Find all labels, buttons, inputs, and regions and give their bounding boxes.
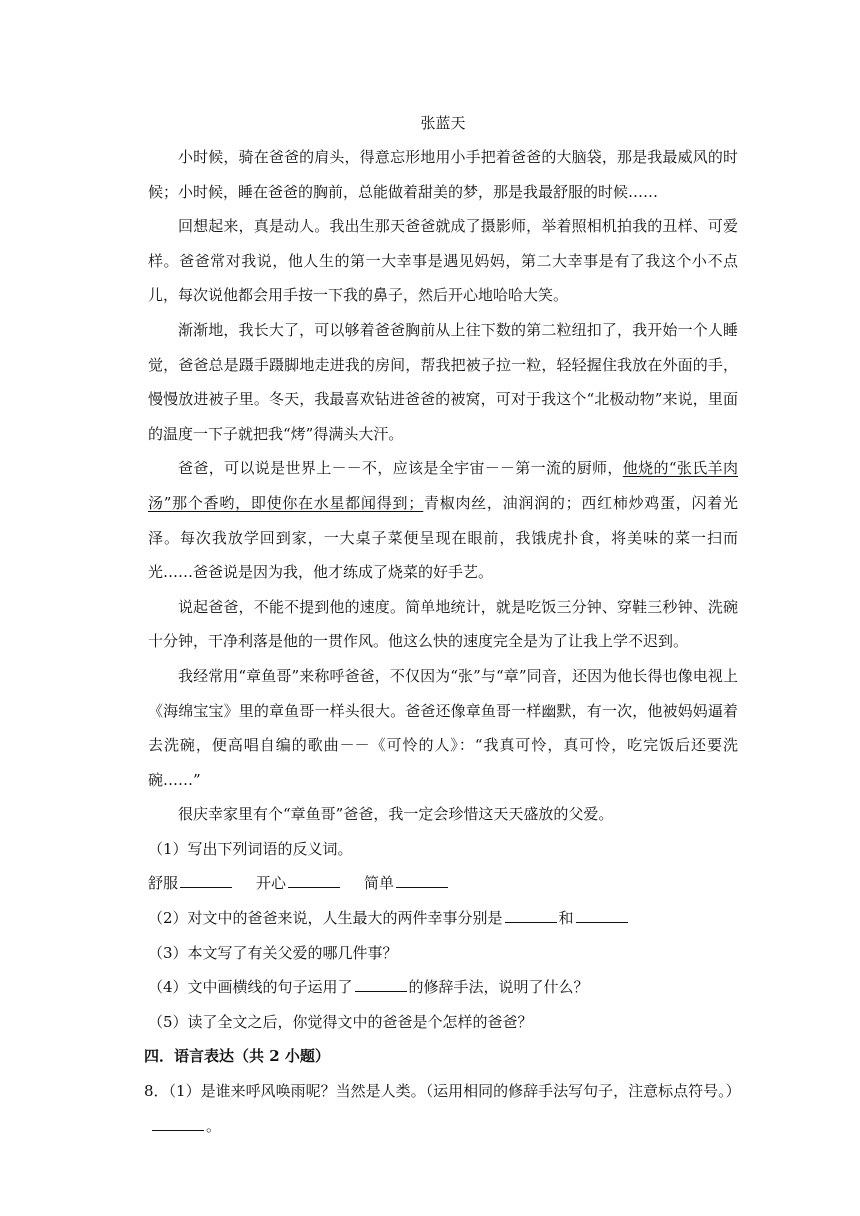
question-8-answer-line [148, 1109, 738, 1144]
article-paragraph-6: 我经常用“章鱼哥”来称呼爸爸，不仅因为“张”与“章”同音，还因为他长得也像电视上《海绵宝宝》里的章鱼哥一样头很大。爸爸还像章鱼哥一样幽默，有一次，他被妈妈逼着去洗碗，便高唱自编的歌曲－－《可怜的人》：“我真可怜，真可怜，吃完饭后还要洗碗……” [148, 666, 738, 789]
question-4-text-end: 的修辞手法，说明了什么？ [408, 978, 589, 997]
question-2-and: 和 [558, 909, 574, 928]
question-4-text: （4）文中画横线的句子运用了 [148, 978, 353, 997]
section-heading: 四．语言表达（共 2 小题） [144, 1047, 330, 1066]
question-2 [148, 901, 738, 936]
word-2: 开心 [256, 874, 287, 893]
article-paragraph-4 [148, 451, 738, 589]
answer-blank-6[interactable] [355, 977, 407, 992]
question-8-period: 。 [206, 1116, 222, 1135]
question-2-text: （2）对文中的爸爸来说，人生最大的两件幸事分别是 [148, 909, 503, 928]
article-paragraph-7: 很庆幸家里有个“章鱼哥”爸爸，我一定会珍惜这天天盛放的父爱。 [178, 805, 614, 824]
underlined-sentence: 他烧的“张氏羊肉汤”那个香哟，即使你在水星都闻得到； [148, 459, 738, 512]
word-1: 舒服 [148, 874, 179, 893]
answer-blank-5[interactable] [576, 908, 628, 923]
paragraph-4-lead: 爸爸，可以说是世界上－－不，应该是全宇宙－－第一流的厨师， [178, 459, 623, 478]
answer-blank-1[interactable] [180, 873, 232, 888]
article-paragraph-2: 回想起来，真是动人。我出生那天爸爸就成了摄影师，举着照相机拍我的丑样、可爱样。爸爸常对我说，他人生的第一大幸事是遇见妈妈，第二大幸事是有了我这个小不点儿，每次说他都会用手按一下我的鼻子，然后开心地哈哈大笑。 [148, 217, 738, 305]
article-title: 张蓝天 [420, 114, 466, 132]
article-paragraph-1: 小时候，骑在爸爸的肩头，得意忘形地用小手把着爸爸的大脑袋，那是我最威风的时候；小时候，睡在爸爸的胸前，总能做着甜美的梦，那是我最舒服的时候…… [148, 148, 738, 201]
word-3: 简单 [364, 874, 395, 893]
document-content [144, 106, 741, 1143]
answer-blank-3[interactable] [396, 873, 448, 888]
question-3: （3）本文写了有关父爱的哪几件事？ [148, 943, 398, 962]
answer-blank-2[interactable] [288, 873, 340, 888]
article-paragraph-5: 说起爸爸，不能不提到他的速度。简单地统计，就是吃饭三分钟、穿鞋三秒钟、洗碗十分钟，干净利落是他的一贯作风。他这么快的速度完全是为了让我上学不迟到。 [148, 597, 738, 651]
question-8: 8．（1）是谁来呼风唤雨呢？当然是人类。（运用相同的修辞手法写句子，注意标点符号。） [144, 1082, 741, 1101]
article-paragraph-3: 渐渐地，我长大了，可以够着爸爸胸前从上往下数的第二粒纽扣了，我开始一个人睡觉，爸爸总是蹑手蹑脚地走进我的房间，帮我把被子拉一粒，轻轻握住我放在外面的手，慢慢放进被子里。冬天，我最喜欢钻进爸爸的被窝，可对于我这个“北极动物”来说，里面的温度一下子就把我“烤”得满头大汗。 [148, 320, 738, 443]
answer-blank-4[interactable] [505, 908, 557, 923]
question-1-words [148, 866, 738, 901]
answer-blank-7[interactable] [152, 1116, 204, 1131]
question-4 [148, 970, 738, 1005]
paragraph-4-tail: 青椒肉丝，油润润的；西红柿炒鸡蛋，闪着光泽。每次我放学回到家，一大桌子菜便呈现在眼前，我饿虎扑食，将美味的菜一扫而光……爸爸说是因为我，他才练成了烧菜的好手艺。 [148, 493, 739, 582]
question-5: （5）读了全文之后，你觉得文中的爸爸是个怎样的爸爸？ [148, 1012, 533, 1031]
question-1: （1）写出下列词语的反义词。 [148, 839, 353, 858]
